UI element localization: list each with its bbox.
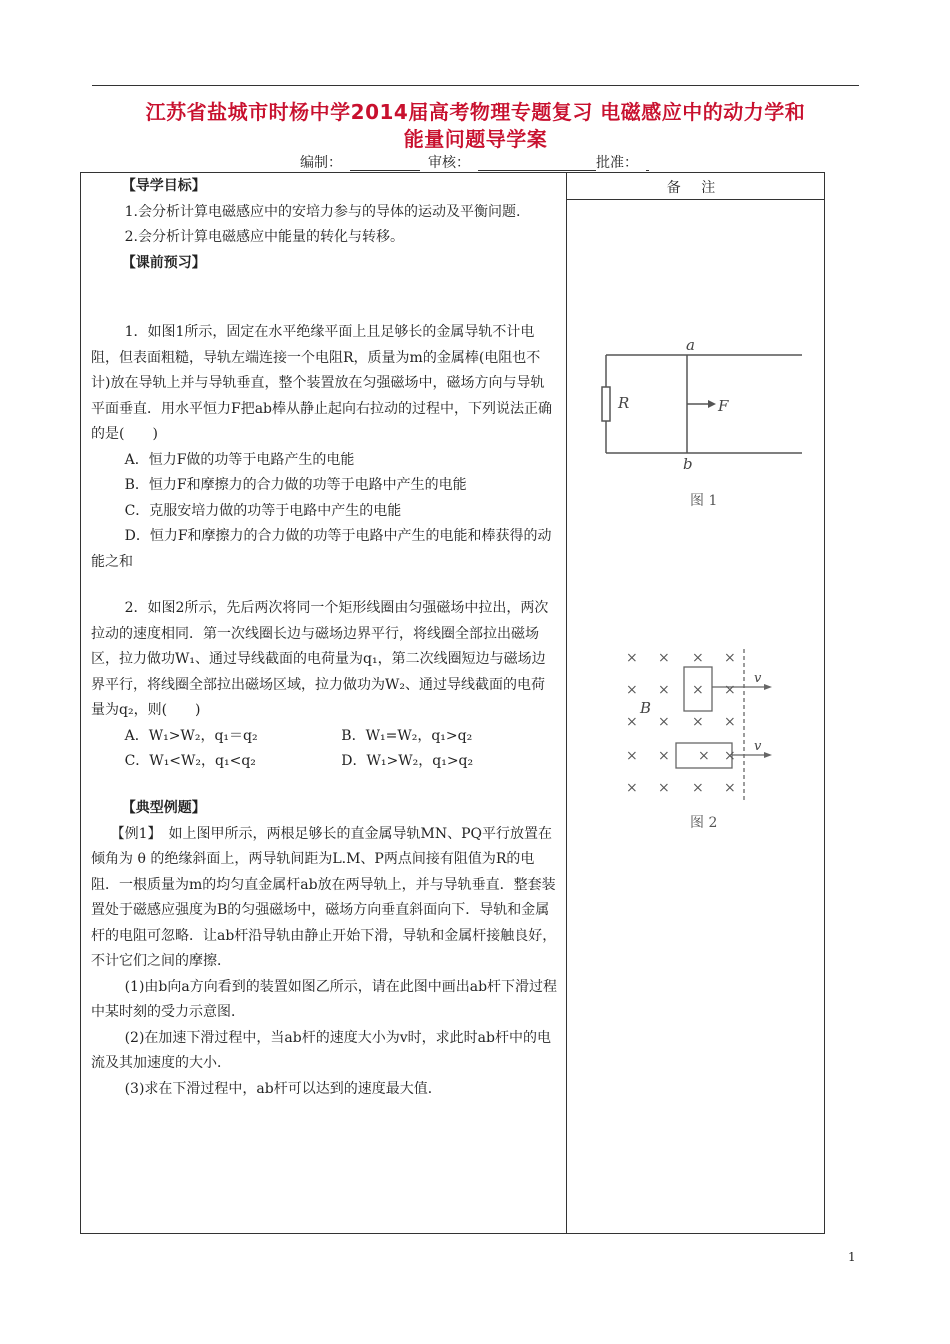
figure-2-label-v1: v (754, 671, 762, 686)
field-cross: × (626, 780, 638, 796)
question-1 (91, 320, 558, 575)
question-2-option-b: B．W₁=W₂，q₁>q₂ (341, 727, 473, 744)
goal-1: 1.会分析计算电磁感应中的安培力参与的导体的运动及平衡问题. (124, 203, 521, 220)
field-cross: × (724, 780, 736, 796)
header-rule (92, 85, 859, 86)
examples (91, 796, 558, 1102)
figure-1-label-b: b (683, 455, 693, 473)
question-1-option-c: C．克服安培力做的功等于电路中产生的电能 (124, 502, 402, 519)
figure-1-label-a: a (686, 336, 695, 354)
figure-1-label-r: R (618, 394, 630, 412)
question-1-option-b: B．恒力F和摩擦力的合力做的功等于电路中产生的电能 (124, 477, 467, 493)
question-1-option-a: A．恒力F做的功等于电路产生的电能 (124, 451, 355, 468)
approve-field (646, 152, 649, 171)
field-cross: × (692, 650, 704, 666)
field-cross: × (698, 748, 710, 764)
column-divider (566, 173, 567, 1233)
compile-label: 编制： (300, 155, 342, 171)
question-2-option-d: D．W₁>W₂，q₁>q₂ (341, 753, 474, 769)
examples-heading: 【典型例题】 (121, 800, 206, 816)
field-cross: × (658, 682, 670, 698)
field-cross: × (692, 714, 704, 730)
figure-1 (590, 335, 810, 515)
page-number: 1 (848, 1250, 856, 1264)
field-cross: × (658, 650, 670, 666)
question-2-option-a: A．W₁>W₂，q₁＝q₂ (124, 727, 258, 744)
field-cross: × (692, 780, 704, 796)
example-1-question-1: (1)由b向a方向看到的装置如图乙所示，请在此图中画出ab杆下滑过程中某时刻的受力示意图． (91, 978, 558, 1020)
field-cross: × (626, 748, 638, 764)
review-label: 审核： (428, 155, 470, 171)
example-1-question-3: (3)求在下滑过程中，ab杆可以达到的速度最大值． (124, 1080, 442, 1097)
field-cross: × (626, 650, 638, 666)
goal-2: 2.会分析计算电磁感应中能量的转化与转移。 (124, 229, 404, 245)
figure-1-label-f: F (718, 397, 729, 415)
field-cross: × (626, 714, 638, 730)
figure-1-caption: 图 1 (690, 493, 718, 509)
figure-1-arrow-head (708, 400, 716, 408)
figure-2-arrow-head-2 (764, 752, 772, 758)
field-cross: × (658, 780, 670, 796)
field-cross: × (724, 748, 736, 764)
field-cross: × (724, 682, 736, 698)
goals-heading: 【导学目标】 (121, 178, 206, 194)
figure-2-caption: 图 2 (690, 815, 718, 831)
question-1-option-d: D．恒力F和摩擦力的合力做的功等于电路中产生的电能和棒获得的动能之和 (91, 528, 552, 570)
example-1-question-2: (2)在加速下滑过程中，当ab杆的速度大小为v时，求此时ab杆中的电流及其加速度的大小． (91, 1029, 551, 1071)
field-cross: × (724, 650, 736, 666)
figure-2-label-b: B (640, 699, 652, 717)
figure-2-arrow-head-1 (764, 684, 772, 690)
example-1-text: 【例1】 如上图甲所示，两根足够长的直金属导轨MN、PQ平行放置在倾角为 θ 的绝缘斜面上，两导轨间距为L.M、P两点间接有阻值为R的电阻．一根质量为m的均匀直金属杆ab放在两导轨上，并与导轨垂直．整套装置处于磁感应强度为B的匀强磁场中，磁场方向垂直斜面向下．导轨和金属杆的电阻可忽略．让ab杆沿导轨由静止开始下滑，导轨和金属杆接触良好，不计它们之间的摩擦． (91, 825, 557, 969)
figure-2-label-v2: v (754, 739, 762, 754)
notes-header: 备 注 (666, 180, 724, 196)
content-column (91, 174, 558, 276)
question-2-option-c: C．W₁<W₂，q₁<q₂ (124, 753, 256, 769)
figure-1-resistor (602, 387, 610, 421)
review-field (478, 152, 596, 171)
preview-heading: 【课前预习】 (121, 254, 206, 271)
field-cross: × (626, 682, 638, 698)
field-cross: × (658, 714, 670, 730)
approve-label: 批准： (596, 155, 638, 171)
figure-2 (612, 645, 787, 840)
field-cross: × (658, 748, 670, 764)
question-2 (91, 596, 558, 775)
field-cross: × (724, 714, 736, 730)
field-cross: × (692, 682, 704, 698)
question-2-text: 2．如图2所示，先后两次将同一个矩形线圈由匀强磁场中拉出，两次拉动的速度相同．第一次线圈长边与磁场边界平行，将线圈全部拉出磁场区，拉力做功W₁、通过导线截面的电荷量为q₁，第二次线圈短边与磁场边界平行，将线圈全部拉出磁场区域，拉力做功为W₂、通过导线截面的电荷量为q₂，则( ) (91, 600, 549, 718)
notes-header-divider (566, 199, 824, 200)
compile-field (350, 152, 420, 171)
page-title-line2: 能量问题导学案 (403, 127, 548, 151)
page-title-line1: 江苏省盐城市时杨中学2014届高考物理专题复习 电磁感应中的动力学和 (145, 100, 806, 124)
question-1-text: 1．如图1所示，固定在水平绝缘平面上且足够长的金属导轨不计电阻，但表面粗糙，导轨左端连接一个电阻R，质量为m的金属棒(电阻也不计)放在导轨上并与导轨垂直，整个装置放在匀强磁场中，磁场方向与导轨平面垂直．用水平恒力F把ab棒从静止起向右拉动的过程中，下列说法正确的是( ) (91, 324, 553, 442)
